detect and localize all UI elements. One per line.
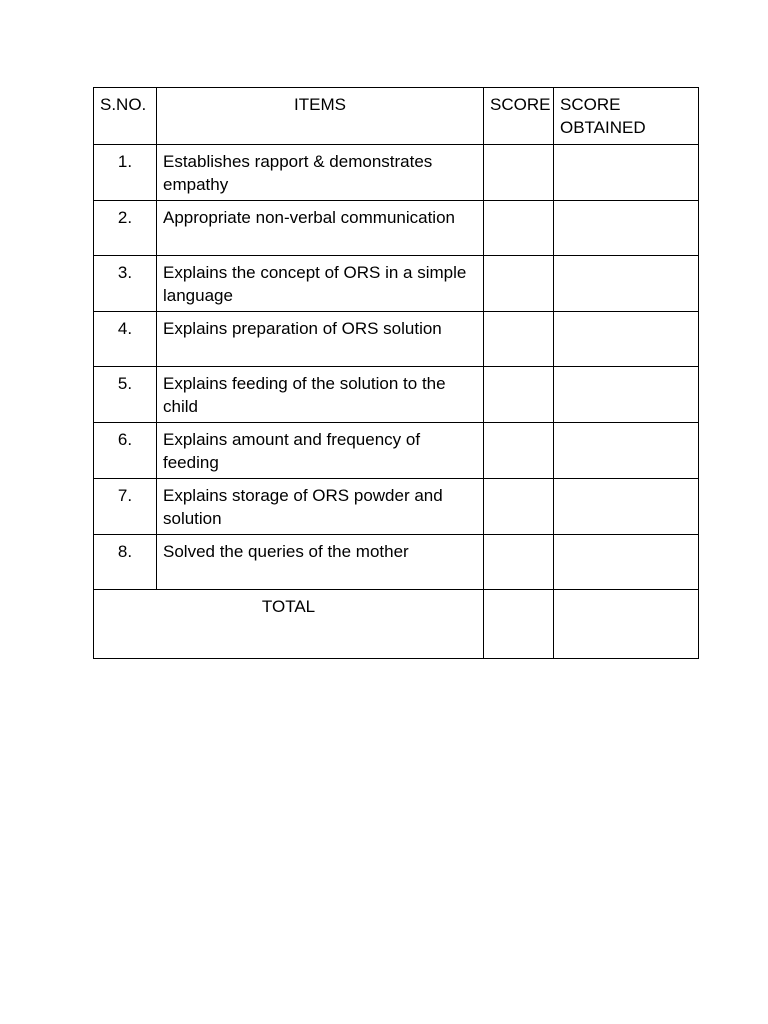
row-item: Solved the queries of the mother [157, 535, 484, 590]
header-items: ITEMS [157, 88, 484, 145]
row-item: Explains the concept of ORS in a simple language [157, 256, 484, 312]
row-score-obtained-cell [554, 367, 699, 423]
total-score-obtained-cell [554, 590, 699, 659]
row-sno: 2. [94, 201, 157, 256]
row-score-cell [484, 535, 554, 590]
checklist-table [93, 87, 699, 659]
table-row [94, 312, 699, 367]
table-row [94, 423, 699, 479]
row-sno: 4. [94, 312, 157, 367]
row-sno: 8. [94, 535, 157, 590]
total-score-cell [484, 590, 554, 659]
row-score-obtained-cell [554, 312, 699, 367]
row-sno: 7. [94, 479, 157, 535]
table-row [94, 535, 699, 590]
row-score-obtained-cell [554, 535, 699, 590]
row-score-cell [484, 256, 554, 312]
table-row [94, 479, 699, 535]
row-item: Explains preparation of ORS solution [157, 312, 484, 367]
row-score-obtained-cell [554, 479, 699, 535]
total-row [94, 590, 699, 659]
row-score-obtained-cell [554, 145, 699, 201]
row-score-cell [484, 479, 554, 535]
row-sno: 3. [94, 256, 157, 312]
row-score-cell [484, 201, 554, 256]
row-sno: 5. [94, 367, 157, 423]
row-sno: 6. [94, 423, 157, 479]
row-item: Establishes rapport & demonstrates empathy [157, 145, 484, 201]
row-score-cell [484, 145, 554, 201]
row-score-cell [484, 312, 554, 367]
row-sno: 1. [94, 145, 157, 201]
header-score: SCORE [484, 88, 554, 145]
table-row [94, 256, 699, 312]
row-item: Explains storage of ORS powder and solution [157, 479, 484, 535]
row-score-cell [484, 423, 554, 479]
header-row [94, 88, 699, 145]
row-item: Appropriate non-verbal communication [157, 201, 484, 256]
row-score-obtained-cell [554, 256, 699, 312]
table-row [94, 145, 699, 201]
header-sno: S.NO. [94, 88, 157, 145]
row-score-obtained-cell [554, 201, 699, 256]
table-row [94, 367, 699, 423]
row-item: Explains amount and frequency of feeding [157, 423, 484, 479]
header-score-obtained: SCORE OBTAINED [554, 88, 699, 145]
total-label: TOTAL [94, 590, 484, 659]
row-score-cell [484, 367, 554, 423]
table-row [94, 201, 699, 256]
row-item: Explains feeding of the solution to the child [157, 367, 484, 423]
row-score-obtained-cell [554, 423, 699, 479]
